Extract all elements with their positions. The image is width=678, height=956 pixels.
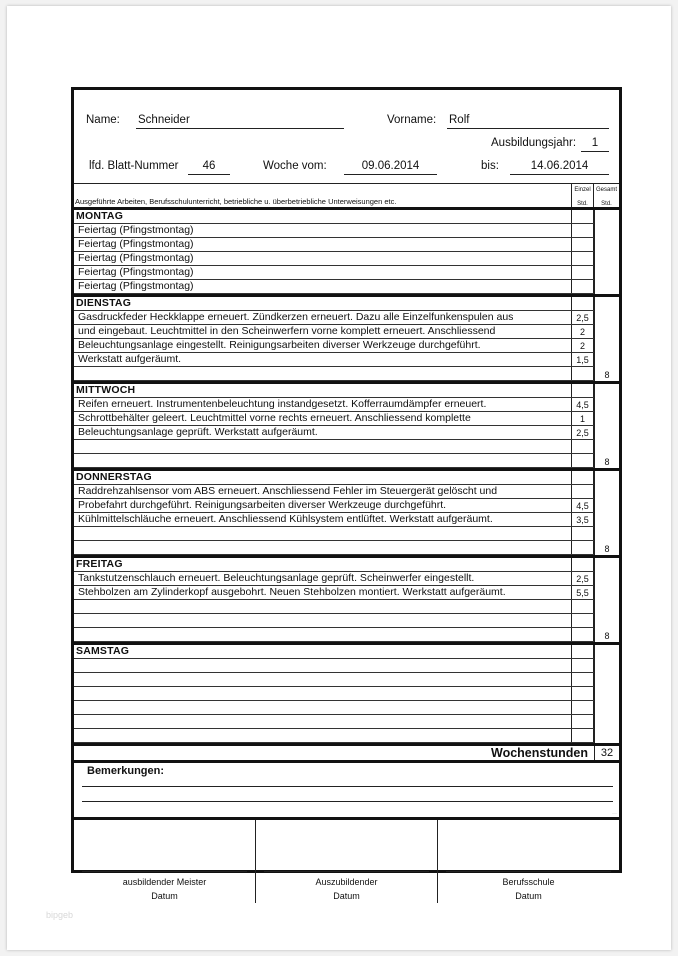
report-sheet [7, 6, 671, 950]
activity-hours [571, 600, 594, 613]
activity-hours [571, 280, 594, 293]
day-total-cell [594, 297, 619, 381]
signature-line[interactable] [82, 871, 247, 872]
day-total-cell [594, 384, 619, 468]
activity-hours [571, 673, 594, 686]
activity-hours [571, 252, 594, 265]
day-title-row [74, 210, 619, 224]
day-block-freitag [74, 558, 619, 645]
activity-text: Schrottbehälter geleert. Leuchtmittel vorne rechts erneuert. Anschliessend komplette [78, 412, 471, 424]
activity-hours [571, 527, 594, 540]
blatt-value: 46 [188, 160, 230, 175]
activity-row[interactable] [74, 325, 619, 339]
activity-hours [571, 614, 594, 627]
activity-hours: 3,5 [571, 513, 594, 526]
column-description: Ausgeführte Arbeiten, Berufsschulunterricht, betriebliche u. überbetriebliche Unterweisungen etc. [75, 197, 397, 206]
activity-hours: 2,5 [571, 311, 594, 324]
column-einzel [571, 184, 594, 207]
activity-text: Feiertag (Pfingstmontag) [78, 252, 194, 264]
wochenstunden-value: 32 [594, 746, 619, 760]
signature-section [74, 820, 619, 903]
activity-row[interactable] [74, 224, 619, 238]
woche-value: 09.06.2014 [344, 160, 437, 175]
activity-text: Feiertag (Pfingstmontag) [78, 266, 194, 278]
activity-hours [571, 628, 594, 641]
activity-hours [571, 715, 594, 728]
day-title-hours-cell [571, 645, 594, 658]
activity-text: Kühlmittelschläuche erneuert. Anschliessend Kühlsystem entlüftet. Werkstatt aufgeräumt. [78, 513, 493, 525]
bis-value: 14.06.2014 [510, 160, 609, 175]
einzel-label: Einzel [574, 187, 591, 193]
signature-line[interactable] [446, 871, 611, 872]
activity-row[interactable] [74, 353, 619, 367]
activity-hours: 1 [571, 412, 594, 425]
report-frame [71, 87, 622, 901]
activity-hours [571, 266, 594, 279]
name-value: Schneider [136, 114, 344, 129]
activity-row[interactable] [74, 715, 619, 729]
activity-hours [571, 701, 594, 714]
activity-row[interactable] [74, 673, 619, 687]
activity-row[interactable] [74, 280, 619, 294]
gesamt-unit: Std. [601, 201, 612, 207]
day-name: FREITAG [76, 558, 123, 570]
activity-row[interactable] [74, 398, 619, 412]
activity-row[interactable] [74, 513, 619, 527]
signature-block [256, 820, 438, 903]
activity-row[interactable] [74, 485, 619, 499]
activity-hours: 2,5 [571, 572, 594, 585]
activity-text: Beleuchtungsanlage geprüft. Werkstatt aufgeräumt. [78, 426, 318, 438]
activity-hours [571, 541, 594, 554]
activity-row[interactable] [74, 586, 619, 600]
activity-row[interactable] [74, 614, 619, 628]
activity-hours: 5,5 [571, 586, 594, 599]
tiny-footnote: ····· [612, 811, 617, 815]
day-total-hours: 8 [604, 631, 610, 641]
activity-hours: 1,5 [571, 353, 594, 366]
day-total-hours: 8 [604, 370, 610, 380]
activity-row[interactable] [74, 729, 619, 743]
activity-text: Beleuchtungsanlage eingestellt. Reinigungsarbeiten diverser Werkzeuge durchgeführt. [78, 339, 481, 351]
activity-text: Feiertag (Pfingstmontag) [78, 224, 194, 236]
signature-block [438, 820, 619, 903]
remarks-section [74, 763, 619, 820]
day-total-cell [594, 558, 619, 642]
activity-hours [571, 367, 594, 380]
signature-date-label: Datum [333, 891, 360, 901]
remarks-line[interactable] [82, 786, 613, 787]
activity-row[interactable] [74, 572, 619, 586]
activity-row[interactable] [74, 412, 619, 426]
ausbildungsjahr-label: Ausbildungsjahr: [491, 137, 577, 149]
activity-text: und eingebaut. Leuchtmittel in den Scheinwerfern vorne komplett erneuert. Anschliessend [78, 325, 496, 337]
activity-text: Reifen erneuert. Instrumentenbeleuchtung instandgesetzt. Kofferraumdämpfer erneuert. [78, 398, 487, 410]
activity-row[interactable] [74, 687, 619, 701]
activity-row[interactable] [74, 266, 619, 280]
activity-row[interactable] [74, 440, 619, 454]
remarks-label: Bemerkungen: [87, 765, 165, 777]
activity-table [74, 183, 619, 903]
activity-hours [571, 224, 594, 237]
day-block-mittwoch [74, 384, 619, 471]
day-title-hours-cell [571, 471, 594, 484]
einzel-unit: Std. [577, 201, 588, 207]
watermark: bipgeb [46, 910, 74, 920]
activity-row[interactable] [74, 367, 619, 381]
day-name: MITTWOCH [76, 384, 136, 396]
bis-label: bis: [481, 160, 499, 172]
day-total-cell [594, 645, 619, 743]
activity-hours [571, 440, 594, 453]
activity-text: Feiertag (Pfingstmontag) [78, 238, 194, 250]
day-name: MONTAG [76, 210, 124, 222]
day-title-hours-cell [571, 297, 594, 310]
day-title-row [74, 297, 619, 311]
activity-row[interactable] [74, 628, 619, 642]
days-container [74, 210, 619, 746]
day-total-cell [594, 210, 619, 294]
activity-row[interactable] [74, 701, 619, 715]
signature-role: Auszubildender [315, 877, 378, 887]
activity-text: Stehbolzen am Zylinderkopf ausgebohrt. Neuen Stehbolzen montiert. Werkstatt aufgeräumt. [78, 586, 506, 598]
activity-row[interactable] [74, 339, 619, 353]
activity-hours: 4,5 [571, 499, 594, 512]
activity-row[interactable] [74, 454, 619, 468]
signature-block [74, 820, 256, 903]
activity-row[interactable] [74, 238, 619, 252]
day-title-row [74, 384, 619, 398]
day-total-cell [594, 471, 619, 555]
activity-text: Probefahrt durchgeführt. Reinigungsarbeiten diverser Werkzeuge durchgeführt. [78, 499, 447, 511]
day-block-dienstag [74, 297, 619, 384]
signature-line[interactable] [264, 871, 429, 872]
gesamt-label: Gesamt [595, 187, 617, 193]
activity-text: Raddrehzahlsensor vom ABS erneuert. Anschliessend Fehler im Steuergerät gelöscht und [78, 485, 498, 497]
activity-hours: 2 [571, 325, 594, 338]
activity-text: Tankstutzenschlauch erneuert. Beleuchtungsanlage geprüft. Scheinwerfer eingestellt. [78, 572, 475, 584]
wochenstunden-label: Wochenstunden [491, 746, 588, 760]
activity-hours [571, 659, 594, 672]
name-label: Name: [86, 114, 120, 126]
day-block-samstag [74, 645, 619, 746]
day-title-hours-cell [571, 210, 594, 223]
day-block-montag [74, 210, 619, 297]
signature-role: Berufsschule [502, 877, 555, 887]
activity-hours [571, 729, 594, 742]
signature-date-label: Datum [515, 891, 542, 901]
activity-text: Gasdruckfeder Heckklappe erneuert. Zündkerzen erneuert. Dazu alle Einzelfunkenspulen aus [78, 311, 514, 323]
activity-row[interactable] [74, 499, 619, 513]
activity-row[interactable] [74, 527, 619, 541]
blatt-label: lfd. Blatt-Nummer [89, 160, 179, 172]
activity-row[interactable] [74, 659, 619, 673]
activity-hours [571, 687, 594, 700]
vorname-label: Vorname: [387, 114, 437, 126]
remarks-line[interactable] [82, 801, 613, 802]
activity-row[interactable] [74, 426, 619, 440]
activity-row[interactable] [74, 311, 619, 325]
activity-row[interactable] [74, 252, 619, 266]
activity-row[interactable] [74, 541, 619, 555]
column-gesamt [594, 184, 619, 207]
activity-text: Werkstatt aufgeräumt. [78, 353, 182, 365]
activity-hours: 4,5 [571, 398, 594, 411]
day-total-hours: 8 [604, 544, 610, 554]
activity-hours [571, 485, 594, 498]
column-header [74, 183, 619, 210]
vorname-value: Rolf [447, 114, 609, 129]
day-block-donnerstag [74, 471, 619, 558]
day-title-row [74, 471, 619, 485]
ausbildungsjahr-value: 1 [581, 137, 609, 152]
signature-role: ausbildender Meister [122, 877, 207, 887]
day-title-row [74, 558, 619, 572]
day-name: SAMSTAG [76, 645, 130, 657]
weekly-hours-row [74, 746, 619, 763]
signature-date-label: Datum [151, 891, 178, 901]
day-total-hours: 8 [604, 457, 610, 467]
day-name: DIENSTAG [76, 297, 132, 309]
day-name: DONNERSTAG [76, 471, 152, 483]
activity-hours: 2,5 [571, 426, 594, 439]
activity-hours [571, 238, 594, 251]
activity-hours [571, 454, 594, 467]
day-title-row [74, 645, 619, 659]
activity-text: Feiertag (Pfingstmontag) [78, 280, 194, 292]
activity-row[interactable] [74, 600, 619, 614]
activity-hours: 2 [571, 339, 594, 352]
woche-label: Woche vom: [263, 160, 327, 172]
day-title-hours-cell [571, 384, 594, 397]
day-title-hours-cell [571, 558, 594, 571]
